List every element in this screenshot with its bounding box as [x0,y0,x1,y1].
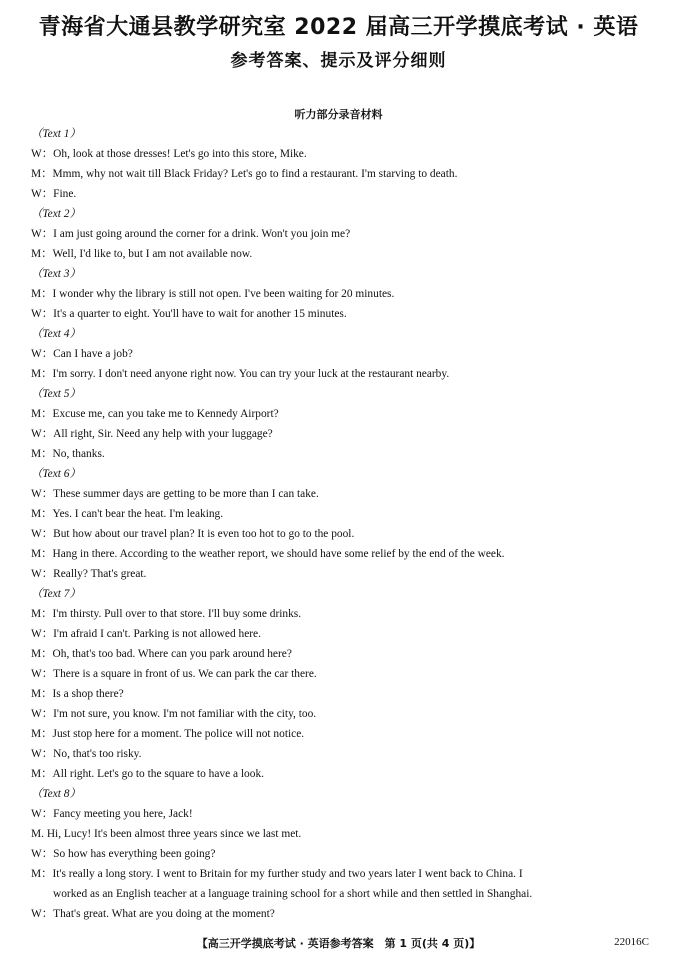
text-section-label: （Text 6） [31,468,81,480]
transcript-line: worked as an English teacher at a language training school for a short while and then settled in Shanghai. [53,888,533,900]
section-heading: 听力部分录音材料 [294,108,383,121]
transcript-line: W：It's a quarter to eight. You'll have to wait for another 15 minutes. [31,308,347,320]
transcript-line: M：Well, I'd like to, but I am not available now. [31,248,253,260]
transcript-line: W：That's great. What are you doing at the moment? [31,908,275,920]
transcript-line: M：I wonder why the library is still not open. I've been waiting for 20 minutes. [31,288,395,300]
transcript-line: M：It's really a long story. I went to Britain for my further study and two years later I went back to China. I [31,868,523,880]
transcript-line: W：Oh, look at those dresses! Let's go into this store, Mike. [31,148,307,160]
transcript-line: M：All right. Let's go to the square to have a look. [31,768,264,780]
transcript-line: W：But how about our travel plan? It is even too hot to go to the pool. [31,528,355,540]
page-title: 青海省大通县教学研究室 2022 届高三开学摸底考试 · 英语 [38,15,639,40]
transcript-line: W：I'm afraid I can't. Parking is not allowed here. [31,628,261,640]
transcript-line: M：Mmm, why not wait till Black Friday? Let's go to find a restaurant. I'm starving to death. [31,168,458,180]
page-subtitle: 参考答案、提示及评分细则 [230,51,447,71]
transcript-line: M：Oh, that's too bad. Where can you park around here? [31,648,292,660]
text-section-label: （Text 4） [31,328,81,340]
text-section-label: （Text 3） [31,268,81,280]
transcript-line: M：No, thanks. [31,448,105,460]
transcript-line: M：Is a shop there? [31,688,124,700]
footer-text: 【高三开学摸底考试 · 英语参考答案 第 1 页(共 4 页)】 [196,937,481,950]
transcript-line: M：Hang in there. According to the weather report, we should have some relief by the end of the week. [31,548,505,560]
text-section-label: （Text 2） [31,208,81,220]
transcript-line: M：Excuse me, can you take me to Kennedy Airport? [31,408,279,420]
transcript-line: M. Hi, Lucy! It's been almost three years since we last met. [31,828,302,840]
transcript-line: W：Fancy meeting you here, Jack! [31,808,193,820]
text-section-label: （Text 7） [31,588,81,600]
text-section-label: （Text 5） [31,388,81,400]
text-section-label: （Text 8） [31,788,81,800]
transcript-line: M：Yes. I can't bear the heat. I'm leaking. [31,508,224,520]
transcript-line: W：I'm not sure, you know. I'm not familiar with the city, too. [31,708,317,720]
transcript-line: W：No, that's too risky. [31,748,142,760]
transcript-line: M：I'm thirsty. Pull over to that store. I'll buy some drinks. [31,608,302,620]
transcript-line: M：I'm sorry. I don't need anyone right now. You can try your luck at the restaurant nearby. [31,368,450,380]
transcript-line: W：Fine. [31,188,77,200]
transcript-line: W：Can I have a job? [31,348,133,360]
transcript-line: W：These summer days are getting to be more than I can take. [31,488,319,500]
transcript-line: W：So how has everything been going? [31,848,216,860]
text-section-label: （Text 1） [31,128,81,140]
transcript-line: W：All right, Sir. Need any help with your luggage? [31,428,273,440]
page-footer [0,935,677,955]
transcript-line: W：I am just going around the corner for a drink. Won't you join me? [31,228,351,240]
transcript-line: M：Just stop here for a moment. The police will not notice. [31,728,305,740]
transcript-body [31,124,661,924]
transcript-line: W：There is a square in front of us. We can park the car there. [31,668,317,680]
footer-code: 22016C [614,936,649,948]
transcript-line: W：Really? That's great. [31,568,147,580]
